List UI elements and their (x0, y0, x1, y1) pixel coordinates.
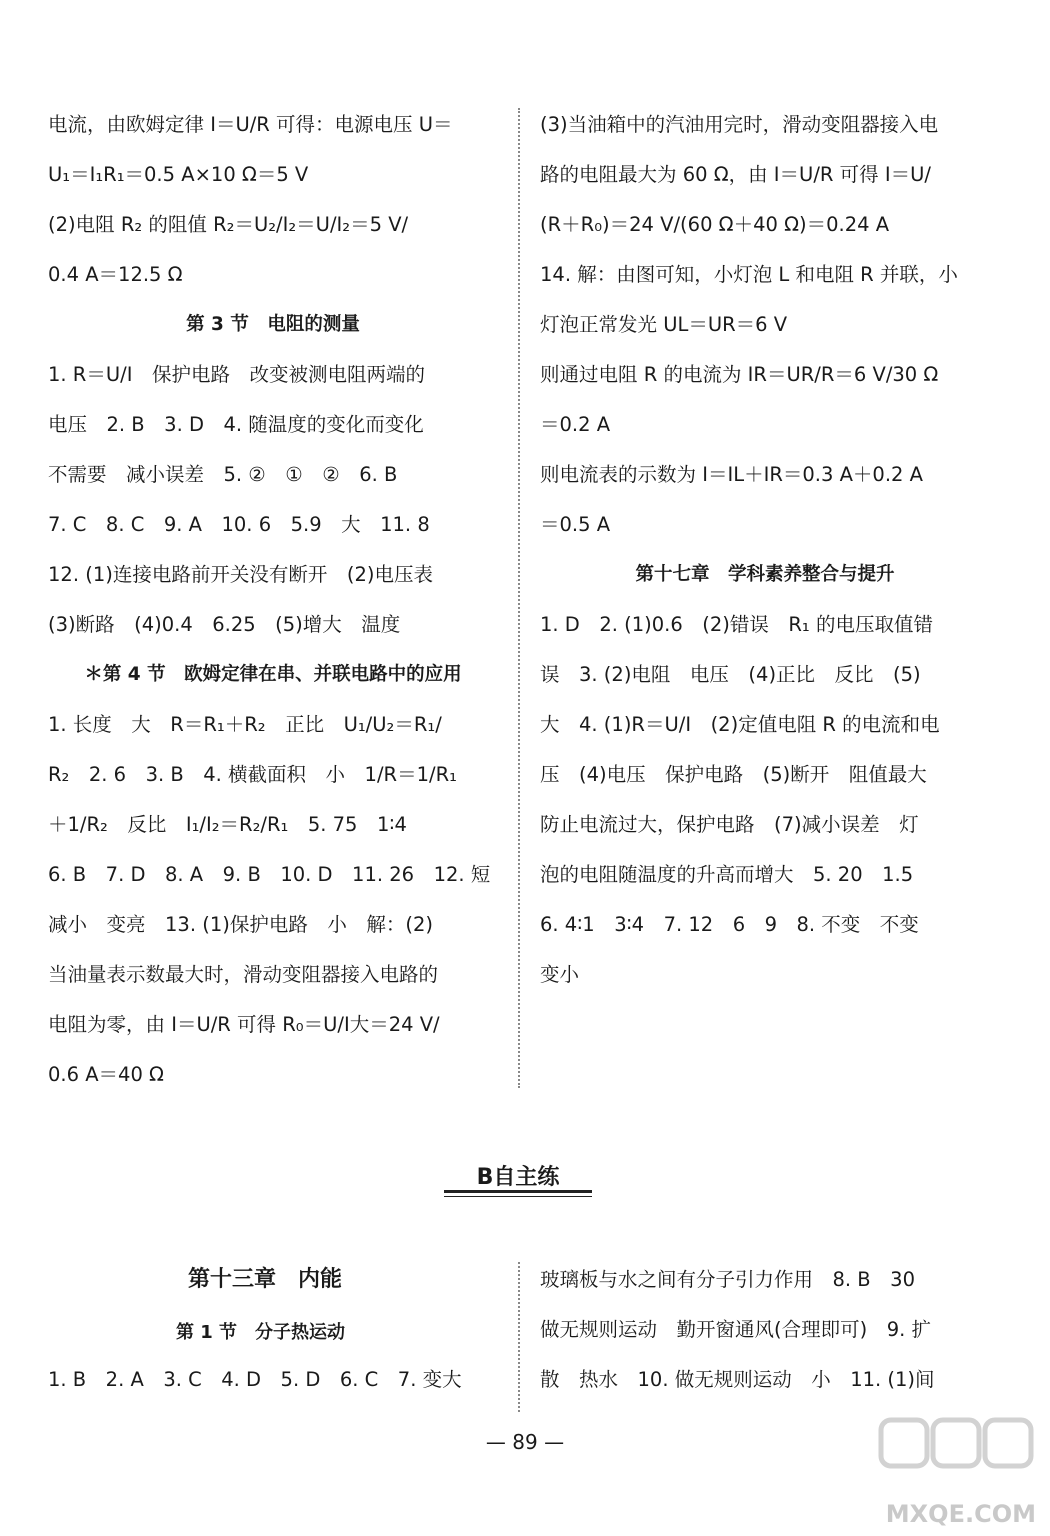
chapter-title: 第十三章 内能 (188, 1267, 343, 1292)
text-line: U₁＝I₁R₁＝0.5 A×10 Ω＝5 V (48, 163, 309, 186)
text-line: (3)当油箱中的汽油用完时，滑动变阻器接入电 (540, 113, 939, 136)
text-line: 路的电阻最大为 60 Ω，由 I＝U/R 可得 I＝U/ (540, 163, 931, 186)
text-line: 压 (4)电压 保护电路 (5)断开 阻值最大 (540, 763, 927, 786)
text-line: 电阻为零，由 I＝U/R 可得 R₀＝U/I大＝24 V/ (48, 1013, 440, 1036)
text-line: 当油量表示数最大时，滑动变阻器接入电路的 (48, 963, 439, 986)
text-line: (R＋R₀)＝24 V/(60 Ω＋40 Ω)＝0.24 A (540, 213, 890, 236)
page-number: — 89 — (485, 1430, 565, 1454)
watermark-text: MXQE.COM (885, 1500, 1036, 1528)
text-line: 电压 2. B 3. D 4. 随温度的变化而变化 (48, 413, 424, 436)
chapter-heading: 第十七章 学科素养整合与提升 (635, 564, 895, 585)
text-line: 电流，由欧姆定律 I＝U/R 可得：电源电压 U＝ (48, 113, 453, 136)
text-line: 减小 变亮 13. (1)保护电路 小 解：(2) (48, 913, 433, 936)
text-line: 变小 (540, 963, 580, 986)
section-title: 第 1 节 分子热运动 (176, 1322, 346, 1343)
text-line: 做无规则运动 勤开窗通风(合理即可) 9. 扩 (540, 1318, 932, 1341)
text-line: 大 4. (1)R＝U/I (2)定值电阻 R 的电流和电 (540, 713, 940, 736)
text-line: 玻璃板与水之间有分子引力作用 8. B 30 (540, 1268, 915, 1291)
text-line: 1. B 2. A 3. C 4. D 5. D 6. C 7. 变大 (48, 1368, 462, 1391)
text-line: R₂ 2. 6 3. B 4. 横截面积 小 1/R＝1/R₁ (48, 763, 457, 786)
banner-underline (444, 1196, 592, 1197)
column-divider (518, 108, 520, 1088)
column-divider (518, 1262, 520, 1412)
text-line: 散 热水 10. 做无规则运动 小 11. (1)间 (540, 1368, 935, 1391)
text-line: 则通过电阻 R 的电流为 IR＝UR/R＝6 V/30 Ω (540, 363, 939, 386)
banner-underline (444, 1190, 592, 1193)
text-line: 6. B 7. D 8. A 9. B 10. D 11. 26 12. 短 (48, 863, 491, 886)
text-line: 灯泡正常发光 UL＝UR＝6 V (540, 313, 788, 336)
text-line: 不需要 减小误差 5. ② ① ② 6. B (48, 463, 398, 486)
text-line: ＋1/R₂ 反比 I₁/I₂＝R₂/R₁ 5. 75 1∶4 (48, 813, 407, 836)
text-line: 则电流表的示数为 I＝IL＋IR＝0.3 A＋0.2 A (540, 463, 923, 486)
text-line: (2)电阻 R₂ 的阻值 R₂＝U₂/I₂＝U/I₂＝5 V/ (48, 213, 409, 236)
text-line: 泡的电阻随温度的升高而增大 5. 20 1.5 (540, 863, 914, 886)
text-line: 12. (1)连接电路前开关没有断开 (2)电压表 (48, 563, 433, 586)
section-heading: ＊第 4 节 欧姆定律在串、并联电路中的应用 (84, 664, 462, 685)
text-line: ＝0.5 A (540, 513, 611, 536)
text-line: ＝0.2 A (540, 413, 611, 436)
section-banner: B自主练 (476, 1165, 560, 1190)
text-line: 14. 解：由图可知，小灯泡 L 和电阻 R 并联，小 (540, 263, 958, 286)
text-line: 1. D 2. (1)0.6 (2)错误 R₁ 的电压取值错 (540, 613, 933, 636)
text-line: 0.6 A＝40 Ω (48, 1063, 164, 1086)
text-line: 误 3. (2)电阻 电压 (4)正比 反比 (5) (540, 663, 921, 686)
text-line: 防止电流过大，保护电路 (7)减小误差 灯 (540, 813, 919, 836)
text-line: 0.4 A＝12.5 Ω (48, 263, 183, 286)
text-line: 6. 4∶1 3∶4 7. 12 6 9 8. 不变 不变 (540, 913, 919, 936)
text-line: 1. 长度 大 R＝R₁＋R₂ 正比 U₁/U₂＝R₁/ (48, 713, 442, 736)
text-line: (3)断路 (4)0.4 6.25 (5)增大 温度 (48, 613, 401, 636)
text-line: 1. R＝U/I 保护电路 改变被测电阻两端的 (48, 363, 425, 386)
section-heading: 第 3 节 电阻的测量 (186, 314, 360, 335)
text-line: 7. C 8. C 9. A 10. 6 5.9 大 11. 8 (48, 513, 430, 536)
